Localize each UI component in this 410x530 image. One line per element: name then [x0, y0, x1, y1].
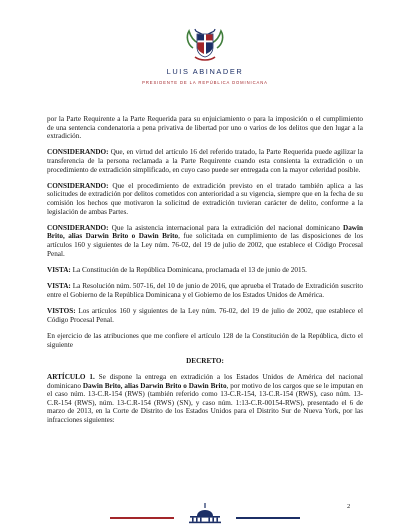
footer-line-right — [236, 517, 300, 519]
paragraph-lead: CONSIDERANDO: — [47, 181, 109, 190]
person-name: Dawin Brito, alias Darwin Brito o Dawin Brito — [47, 223, 363, 241]
paragraph-text: La Constitución de la República Dominicana, proclamada el 13 de junio de 2015. — [70, 265, 307, 274]
paragraph-articulo-1 — [47, 373, 363, 424]
person-name: Dawin Brito, alias Darwin Brito o Dawin Brito — [82, 381, 227, 390]
letterhead-name: LUIS ABINADER — [166, 67, 244, 76]
paragraph-lead: VISTOS: — [47, 307, 76, 316]
paragraph-text: , por motivo de los cargos que se le imputan en el caso núm. 13-C.R-154 (RWS) (también referido como 13-C.R-154, 13-C.R-154 (RWS), caso núm. 13-C.R-154 (RWS), núm. 13-C.R-154 (RWS) (SN), y caso núm. 1:13-C.R-00154-RWS), presentado el 6 de marzo de 2013, en la Corte de Distrito de los Estados Unidos para el Distrito Sur de Nueva York, por las infracciones siguientes: — [47, 381, 364, 424]
paragraph-vistos — [47, 307, 363, 324]
paragraph-lead: VISTA: — [47, 282, 71, 291]
paragraph-text: Los artículos 160 y siguientes de la Ley núm. 76-02, del 19 de julio de 2002, que establece el Código Procesal Penal. — [47, 307, 363, 324]
page-number: 2 — [347, 503, 351, 510]
paragraph-lead: VISTA: — [47, 265, 71, 274]
paragraph-lead: CONSIDERANDO: — [47, 148, 109, 157]
paragraph-considerando-2 — [47, 182, 363, 216]
paragraph-text: Que la asistencia internacional para la extradición del nacional dominicano — [108, 223, 344, 232]
paragraph-text: La Resolución núm. 507-16, del 10 de junio de 2016, que aprueba el Tratado de Extradición suscrito entre el Gobierno de la República Dominicana y el Gobierno de los Estados Unidos de América. — [47, 282, 363, 299]
letterhead-subtitle: PRESIDENTE DE LA REPÚBLICA DOMINICANA — [142, 80, 268, 85]
paragraph-continuation: por la Parte Requirente a la Parte Requerida para su enjuiciamiento o para la imposición o el cumplimiento de una sentencia condenatoria a pena privativa de libertad por uno o varios de los delitos que den lugar a la extradición. — [47, 115, 363, 141]
paragraph-text: Se dispone la entrega en extradición a los Estados Unidos de América del nacional dominicano — [47, 373, 363, 390]
paragraph-vista-2 — [47, 282, 363, 299]
footer-line-left — [110, 517, 174, 519]
paragraph-considerando-3 — [47, 224, 363, 258]
paragraph-lead: CONSIDERANDO: — [47, 223, 109, 232]
paragraph-text: Que, en virtud del artículo 16 del referido tratado, la Parte Requerida puede agilizar la transferencia de la persona reclamada a la Parte Requirente cuando esta consienta la extradición o un procedimiento de extradición simplificado, en cuyo caso puede ser entregada con la mayor celeridad posible. — [47, 148, 363, 174]
paragraph-vista-1 — [47, 266, 363, 275]
paragraph-ejercicio: En ejercicio de las atribuciones que me confiere el artículo 128 de la Constitución de la República, dicto el siguiente — [47, 331, 363, 349]
paragraph-considerando-1 — [47, 148, 363, 174]
coat-of-arms-icon — [183, 26, 227, 64]
paragraph-text: , fue solicitada en cumplimiento de las disposiciones de los artículos 160 y siguientes de la Ley núm. 76-02, del 19 de julio de 2002, que establece el Código Procesal Penal. — [47, 232, 363, 258]
palace-icon — [184, 500, 226, 524]
paragraph-text: Que el procedimiento de extradición previsto en el tratado también aplica a las solicitudes de extradición por delitos cometidos con anterioridad a su vigencia, siempre que en la fecha de su comisión los hechos que motivaron la solicitud de extradición tuvieran carácter de delito, conforme a la legislación de ambas Partes. — [47, 181, 363, 216]
document-body — [47, 115, 363, 432]
paragraph-lead: ARTÍCULO 1. — [47, 373, 95, 382]
decreto-heading: DECRETO: — [186, 356, 224, 365]
